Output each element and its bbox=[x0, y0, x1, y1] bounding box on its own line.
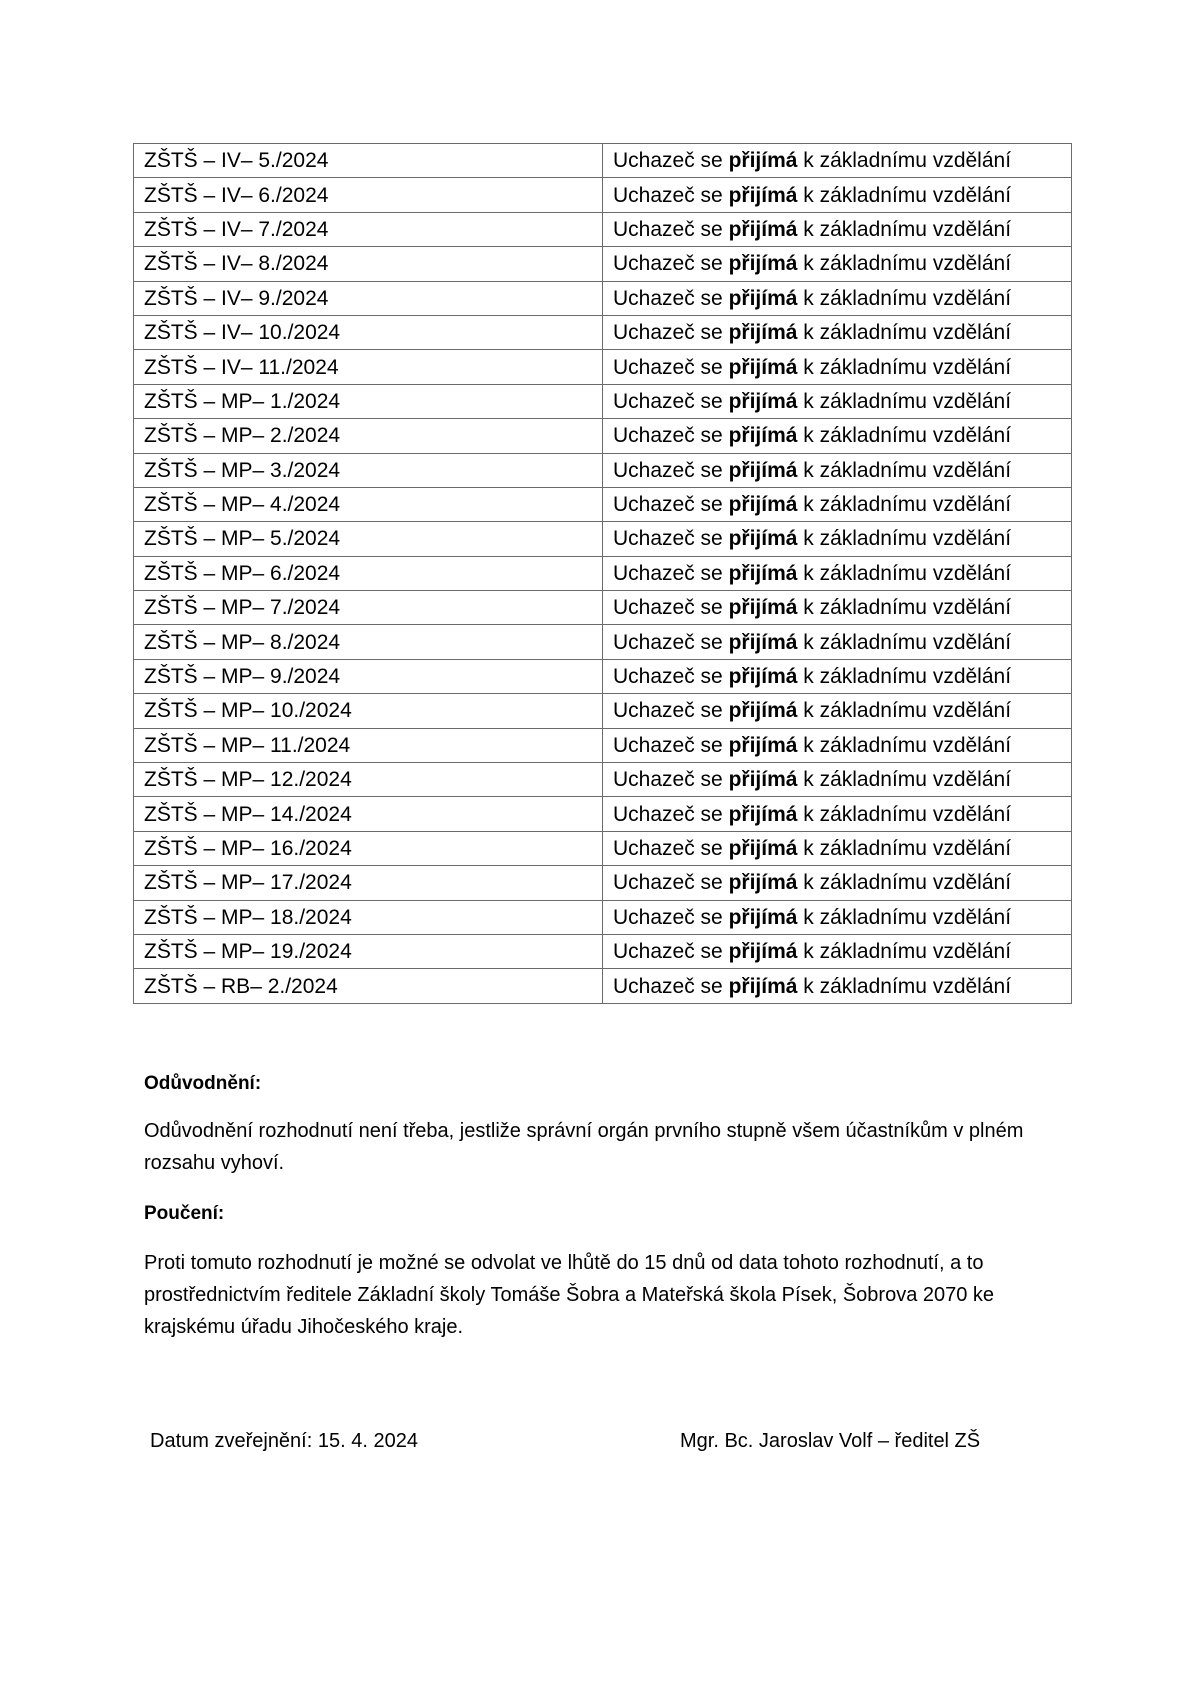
decision-text-pre: Uchazeč se bbox=[613, 871, 729, 895]
decision-text-pre: Uchazeč se bbox=[613, 699, 729, 723]
decision-text-pre: Uchazeč se bbox=[613, 768, 729, 792]
instruction-heading: Poučení: bbox=[144, 1203, 225, 1224]
decision-cell bbox=[603, 934, 1072, 968]
applicant-code-cell: ZŠTŠ – IV– 7./2024 bbox=[134, 212, 603, 246]
table-row bbox=[134, 522, 1072, 556]
decision-keyword: přijímá bbox=[728, 424, 798, 448]
decision-text-pre: Uchazeč se bbox=[613, 252, 729, 276]
decision-cell bbox=[603, 384, 1072, 418]
signature: Mgr. Bc. Jaroslav Volf – ředitel ZŠ bbox=[680, 1430, 981, 1452]
decision-keyword: přijímá bbox=[728, 458, 798, 482]
decision-cell bbox=[603, 763, 1072, 797]
decision-text-pre: Uchazeč se bbox=[613, 905, 729, 929]
instruction-line-1: Proti tomuto rozhodnutí je možné se odvolat ve lhůtě do 15 dnů od data tohoto rozhodnutí, a to bbox=[144, 1252, 984, 1274]
decision-text-pre: Uchazeč se bbox=[613, 321, 729, 345]
justification-line-2: rozsahu vyhoví. bbox=[144, 1152, 285, 1174]
table-row bbox=[134, 556, 1072, 590]
table-row bbox=[134, 934, 1072, 968]
decision-cell bbox=[603, 281, 1072, 315]
applicant-code-cell: ZŠTŠ – IV– 11./2024 bbox=[134, 350, 603, 384]
decision-text-post: k základnímu vzdělání bbox=[797, 905, 1012, 929]
table-row bbox=[134, 384, 1072, 418]
decision-text-pre: Uchazeč se bbox=[613, 493, 729, 517]
applicant-code-cell: ZŠTŠ – MP– 16./2024 bbox=[134, 831, 603, 865]
decision-keyword: přijímá bbox=[728, 699, 798, 723]
decision-text-pre: Uchazeč se bbox=[613, 630, 729, 654]
decision-keyword: přijímá bbox=[728, 149, 798, 173]
applicant-code-cell: ZŠTŠ – IV– 10./2024 bbox=[134, 315, 603, 349]
decision-keyword: přijímá bbox=[728, 940, 798, 964]
decision-text-post: k základnímu vzdělání bbox=[797, 458, 1012, 482]
table-row bbox=[134, 797, 1072, 831]
decision-keyword: přijímá bbox=[728, 389, 798, 413]
decision-text-pre: Uchazeč se bbox=[613, 940, 729, 964]
decision-keyword: přijímá bbox=[728, 561, 798, 585]
applicant-code-cell: ZŠTŠ – MP– 10./2024 bbox=[134, 694, 603, 728]
table-row bbox=[134, 694, 1072, 728]
justification-heading: Odůvodnění: bbox=[144, 1073, 262, 1094]
table-row bbox=[134, 728, 1072, 762]
decision-keyword: přijímá bbox=[728, 905, 798, 929]
decision-keyword: přijímá bbox=[728, 286, 798, 310]
decision-text-pre: Uchazeč se bbox=[613, 286, 729, 310]
decision-keyword: přijímá bbox=[728, 355, 798, 379]
applicant-code-cell: ZŠTŠ – MP– 9./2024 bbox=[134, 659, 603, 693]
decision-text-pre: Uchazeč se bbox=[613, 561, 729, 585]
decision-cell bbox=[603, 694, 1072, 728]
decision-cell bbox=[603, 144, 1072, 178]
decision-text-post: k základnímu vzdělání bbox=[797, 252, 1012, 276]
applicant-code-cell: ZŠTŠ – MP– 2./2024 bbox=[134, 419, 603, 453]
decision-text-pre: Uchazeč se bbox=[613, 458, 729, 482]
decision-text-pre: Uchazeč se bbox=[613, 665, 729, 689]
decision-text-pre: Uchazeč se bbox=[613, 183, 729, 207]
decision-text-post: k základnímu vzdělání bbox=[797, 665, 1012, 689]
decision-keyword: přijímá bbox=[728, 630, 798, 654]
applicant-code-cell: ZŠTŠ – MP– 3./2024 bbox=[134, 453, 603, 487]
table-row bbox=[134, 350, 1072, 384]
decision-text-pre: Uchazeč se bbox=[613, 733, 729, 757]
decision-text-post: k základnímu vzdělání bbox=[797, 286, 1012, 310]
decision-text-pre: Uchazeč se bbox=[613, 837, 729, 860]
decision-text-post: k základnímu vzdělání bbox=[797, 355, 1012, 379]
results-table-body bbox=[134, 144, 1072, 1004]
decision-keyword: přijímá bbox=[728, 321, 798, 345]
decision-cell bbox=[603, 900, 1072, 934]
applicant-code-cell: ZŠTŠ – IV– 6./2024 bbox=[134, 178, 603, 212]
decision-keyword: přijímá bbox=[728, 527, 798, 551]
decision-keyword: přijímá bbox=[728, 493, 798, 517]
decision-cell bbox=[603, 487, 1072, 521]
decision-text-post: k základnímu vzdělání bbox=[797, 183, 1012, 207]
table-row bbox=[134, 144, 1072, 178]
instruction-text bbox=[144, 1247, 1064, 1343]
applicant-code-cell: ZŠTŠ – MP– 5./2024 bbox=[134, 522, 603, 556]
applicant-code-cell: ZŠTŠ – MP– 8./2024 bbox=[134, 625, 603, 659]
decision-text-post: k základnímu vzdělání bbox=[797, 321, 1012, 345]
table-row bbox=[134, 247, 1072, 281]
table-row bbox=[134, 281, 1072, 315]
decision-cell bbox=[603, 728, 1072, 762]
decision-keyword: přijímá bbox=[728, 733, 798, 757]
publication-date: Datum zveřejnění: 15. 4. 2024 bbox=[150, 1430, 418, 1452]
decision-text-post: k základnímu vzdělání bbox=[797, 561, 1012, 585]
applicant-code-cell: ZŠTŠ – MP– 6./2024 bbox=[134, 556, 603, 590]
applicant-code-cell: ZŠTŠ – MP– 7./2024 bbox=[134, 591, 603, 625]
decision-text-pre: Uchazeč se bbox=[613, 596, 729, 620]
table-row bbox=[134, 453, 1072, 487]
decision-cell bbox=[603, 350, 1072, 384]
decision-text-post: k základnímu vzdělání bbox=[797, 699, 1012, 723]
decision-cell bbox=[603, 866, 1072, 900]
applicant-code-cell: ZŠTŠ – IV– 5./2024 bbox=[134, 144, 603, 178]
applicant-code-cell: ZŠTŠ – IV– 9./2024 bbox=[134, 281, 603, 315]
admission-results-table bbox=[133, 143, 1072, 1004]
decision-keyword: přijímá bbox=[728, 974, 798, 998]
applicant-code-cell: ZŠTŠ – MP– 19./2024 bbox=[134, 934, 603, 968]
decision-text-pre: Uchazeč se bbox=[613, 389, 729, 413]
decision-text-post: k základnímu vzdělání bbox=[797, 424, 1012, 448]
table-row bbox=[134, 659, 1072, 693]
decision-text-post: k základnímu vzdělání bbox=[797, 974, 1012, 998]
table-row bbox=[134, 315, 1072, 349]
table-row bbox=[134, 763, 1072, 797]
table-row bbox=[134, 969, 1072, 1003]
decision-keyword: přijímá bbox=[728, 802, 798, 826]
applicant-code-cell: ZŠTŠ – MP– 17./2024 bbox=[134, 866, 603, 900]
decision-cell bbox=[603, 522, 1072, 556]
decision-keyword: přijímá bbox=[728, 183, 798, 207]
decision-keyword: přijímá bbox=[728, 871, 798, 895]
decision-cell bbox=[603, 797, 1072, 831]
decision-cell bbox=[603, 659, 1072, 693]
decision-cell bbox=[603, 212, 1072, 246]
decision-cell bbox=[603, 419, 1072, 453]
decision-text-pre: Uchazeč se bbox=[613, 149, 729, 173]
decision-text-pre: Uchazeč se bbox=[613, 974, 729, 998]
table-row bbox=[134, 866, 1072, 900]
decision-keyword: přijímá bbox=[728, 837, 798, 860]
applicant-code-cell: ZŠTŠ – MP– 14./2024 bbox=[134, 797, 603, 831]
decision-text-pre: Uchazeč se bbox=[613, 802, 729, 826]
decision-cell bbox=[603, 591, 1072, 625]
justification-text bbox=[144, 1115, 1064, 1179]
decision-cell bbox=[603, 453, 1072, 487]
decision-text-post: k základnímu vzdělání bbox=[797, 527, 1012, 551]
instruction-line-2: prostřednictvím ředitele Základní školy Tomáše Šobra a Mateřská škola Písek, Šobrova 2070 ke bbox=[144, 1284, 995, 1306]
decision-text-post: k základnímu vzdělání bbox=[797, 733, 1012, 757]
decision-keyword: přijímá bbox=[728, 596, 798, 620]
decision-text-pre: Uchazeč se bbox=[613, 424, 729, 448]
table-row bbox=[134, 487, 1072, 521]
decision-text-post: k základnímu vzdělání bbox=[797, 493, 1012, 517]
decision-text-post: k základnímu vzdělání bbox=[797, 596, 1012, 620]
decision-keyword: přijímá bbox=[728, 252, 798, 276]
justification-line-1: Odůvodnění rozhodnutí není třeba, jestliže správní orgán prvního stupně všem účastníkům v plném bbox=[144, 1120, 1024, 1142]
decision-text-pre: Uchazeč se bbox=[613, 217, 729, 241]
decision-keyword: přijímá bbox=[728, 768, 798, 792]
applicant-code-cell: ZŠTŠ – MP– 1./2024 bbox=[134, 384, 603, 418]
table-row bbox=[134, 591, 1072, 625]
table-row bbox=[134, 831, 1072, 865]
decision-cell bbox=[603, 625, 1072, 659]
decision-text-post: k základnímu vzdělání bbox=[797, 802, 1012, 826]
applicant-code-cell: ZŠTŠ – MP– 4./2024 bbox=[134, 487, 603, 521]
instruction-line-3: krajskému úřadu Jihočeského kraje. bbox=[144, 1316, 464, 1338]
decision-text-post: k základnímu vzdělání bbox=[797, 630, 1012, 654]
decision-text-post: k základnímu vzdělání bbox=[797, 768, 1012, 792]
decision-text-pre: Uchazeč se bbox=[613, 355, 729, 379]
decision-keyword: přijímá bbox=[728, 217, 798, 241]
applicant-code-cell: ZŠTŠ – IV– 8./2024 bbox=[134, 247, 603, 281]
decision-text-post: k základnímu vzdělání bbox=[797, 940, 1012, 964]
decision-cell bbox=[603, 556, 1072, 590]
decision-cell bbox=[603, 178, 1072, 212]
decision-text-post: k základnímu vzdělání bbox=[797, 149, 1012, 173]
decision-text-post: k základnímu vzdělání bbox=[797, 871, 1012, 895]
table-row bbox=[134, 212, 1072, 246]
decision-text-post: k základnímu vzdělání bbox=[797, 217, 1012, 241]
table-row bbox=[134, 900, 1072, 934]
decision-text-post: k základnímu vzdělání bbox=[797, 389, 1012, 413]
decision-text-post: k základnímu vzdělání bbox=[797, 837, 1012, 860]
decision-cell bbox=[603, 831, 1072, 865]
table-row bbox=[134, 625, 1072, 659]
decision-cell bbox=[603, 315, 1072, 349]
applicant-code-cell: ZŠTŠ – MP– 18./2024 bbox=[134, 900, 603, 934]
applicant-code-cell: ZŠTŠ – MP– 12./2024 bbox=[134, 763, 603, 797]
table-row bbox=[134, 178, 1072, 212]
table-row bbox=[134, 419, 1072, 453]
decision-keyword: přijímá bbox=[728, 665, 798, 689]
decision-cell bbox=[603, 247, 1072, 281]
decision-cell bbox=[603, 969, 1072, 1003]
applicant-code-cell: ZŠTŠ – RB– 2./2024 bbox=[134, 969, 603, 1003]
decision-text-pre: Uchazeč se bbox=[613, 527, 729, 551]
applicant-code-cell: ZŠTŠ – MP– 11./2024 bbox=[134, 728, 603, 762]
